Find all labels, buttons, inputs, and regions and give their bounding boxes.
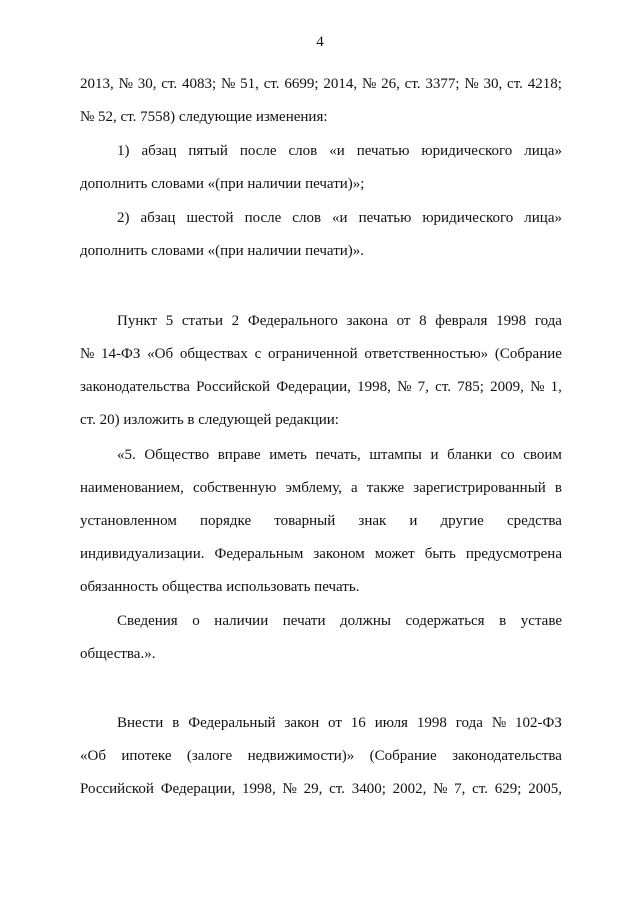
text-line: дополнить словами «(при наличии печати)». (80, 243, 365, 259)
text-line: обязанность общества использовать печать. (80, 579, 360, 595)
text-line: индивидуализации. Федеральным законом может быть предусмотрена (80, 546, 562, 562)
text-line: 1) абзац пятый после слов «и печатью юридического лица» (117, 143, 562, 159)
text-line: Сведения о наличии печати должны содержаться в уставе (117, 613, 562, 629)
text-line: Пункт 5 статьи 2 Федерального закона от 8 февраля 1998 года (117, 313, 562, 329)
text-line: дополнить словами «(при наличии печати)»; (80, 176, 365, 192)
text-line: наименованием, собственную эмблему, а также зарегистрированный в (80, 480, 562, 496)
text-line: законодательства Российской Федерации, 1998, № 7, ст. 785; 2009, № 1, (80, 379, 562, 395)
text-line: № 52, ст. 7558) следующие изменения: (80, 109, 328, 125)
text-line: № 14-ФЗ «Об обществах с ограниченной ответственностью» (Собрание (80, 346, 562, 362)
text-line: Российской Федерации, 1998, № 29, ст. 3400; 2002, № 7, ст. 629; 2005, (80, 781, 562, 797)
text-line: 2013, № 30, ст. 4083; № 51, ст. 6699; 2014, № 26, ст. 3377; № 30, ст. 4218; (80, 76, 562, 92)
text-line: Внести в Федеральный закон от 16 июля 1998 года № 102-ФЗ (117, 715, 562, 731)
page-number: 4 (316, 34, 324, 50)
text-line: 2) абзац шестой после слов «и печатью юридического лица» (117, 210, 562, 226)
text-line: установленном порядке товарный знак и другие средства (80, 513, 562, 529)
text-line: «5. Общество вправе иметь печать, штампы и бланки со своим (117, 447, 562, 463)
text-line: ст. 20) изложить в следующей редакции: (80, 412, 339, 428)
text-line: «Об ипотеке (залоге недвижимости)» (Собрание законодательства (80, 748, 562, 764)
text-line: общества.». (80, 646, 156, 662)
